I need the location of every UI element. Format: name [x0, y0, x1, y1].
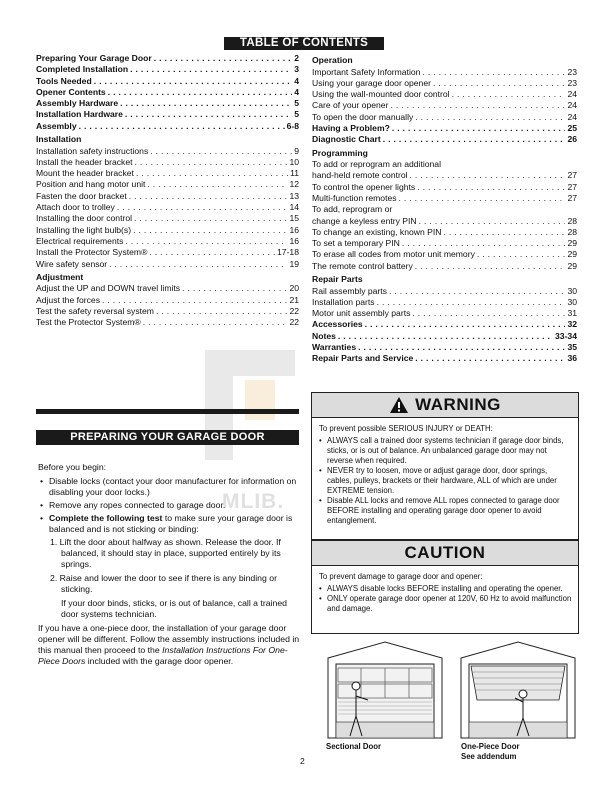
toc-entry-label: Using your garage door opener [312, 77, 431, 88]
toc-leader [358, 342, 565, 353]
watermark-text: MLIB. [222, 490, 285, 513]
one-piece-door-illustration [459, 640, 577, 740]
toc-entry-page: 33-34 [555, 330, 577, 341]
toc-entry [36, 179, 299, 190]
toc-entry-page: 27 [567, 181, 577, 192]
toc-entry-label: Adjust the UP and DOWN travel limits [36, 283, 181, 294]
text: If you have a one-piece door, the installation of your garage door opener will be different. Follow the assembly instructions included in this manual then proceed to the [38, 623, 300, 655]
toc-leader [419, 216, 566, 227]
toc-leader [433, 78, 565, 89]
toc-entry-page: 30 [567, 285, 577, 296]
list-item: • ONLY operate garage door opener at 120V, 60 Hz to avoid malfunction and damage. [319, 594, 572, 614]
toc-entry-label: Assembly [36, 120, 77, 131]
toc-entry-page: 16 [289, 224, 299, 235]
toc-leader [452, 89, 566, 100]
list-item [38, 513, 300, 535]
toc-leader [130, 64, 292, 75]
toc-entry [36, 168, 299, 179]
toc-entry-page: 5 [294, 109, 299, 120]
toc-programming-intro: To add or reprogram an additional [312, 159, 441, 170]
toc-entry-page: 16 [289, 235, 299, 246]
one-piece-paragraph [38, 623, 300, 667]
toc-entry-label: Preparing Your Garage Door [36, 53, 152, 63]
toc-entry [312, 100, 577, 111]
toc-entry-page: 22 [289, 305, 299, 316]
toc-leader [390, 100, 565, 111]
list-item: • Remove any ropes connected to garage door. [38, 500, 300, 511]
toc-leader [399, 193, 566, 204]
toc-entry [36, 64, 299, 75]
toc-entry-label: Electrical requirements [36, 235, 124, 246]
caution-text [312, 566, 578, 614]
toc-entry-label: Attach door to trolley [36, 202, 115, 213]
toc-entry [312, 238, 577, 249]
toc-entry [312, 261, 577, 272]
toc-entry [312, 78, 577, 89]
toc-entry-page: 28 [567, 215, 577, 226]
toc-entry-page: 27 [567, 192, 577, 203]
one-piece-door-caption [461, 742, 520, 762]
toc-entry-label: Mount the header bracket [36, 168, 134, 179]
toc-entry-page: 9 [294, 145, 299, 156]
toc-entry-page: 29 [567, 249, 577, 260]
toc-entry [36, 306, 299, 317]
toc-entry-label: To change an existing, known PIN [312, 226, 442, 237]
toc-entry [36, 157, 299, 168]
toc-leader [136, 168, 288, 179]
step-2: 2. Raise and lower the door to see if there is any binding or sticking. [50, 573, 277, 594]
toc-entry [36, 98, 299, 109]
toc-leader [129, 191, 288, 202]
toc-entry [312, 89, 577, 100]
toc-entry-label: To erase all codes from motor unit memory [312, 249, 475, 260]
toc-entry-page: 21 [289, 294, 299, 305]
toc-leader [377, 297, 566, 308]
toc-entry [36, 247, 299, 258]
toc-entry-page: 10 [289, 156, 299, 167]
toc-entry [312, 112, 577, 123]
toc-entry [312, 331, 577, 342]
toc-leader [338, 331, 553, 342]
toc-entry-label: Installing the light bulb(s) [36, 224, 132, 235]
toc-leader [443, 227, 565, 238]
toc-entry-page: 24 [567, 100, 577, 111]
toc-programming-intro: To add, reprogram or [312, 204, 393, 215]
toc-leader [143, 317, 288, 328]
toc-entry-label: Warranties [312, 342, 357, 353]
toc-entry [36, 213, 299, 224]
list-item: • NEVER try to loosen, move or adjust garage door, door springs, cables, pulleys, brackets or their hardware, ALL of which are under EXTREME tension. [319, 466, 572, 496]
toc-title: TABLE OF CONTENTS [224, 37, 384, 50]
toc-entry-page: 23 [567, 77, 577, 88]
toc-entry-label: The remote control battery [312, 260, 413, 271]
toc-entry-label: Notes [312, 330, 336, 341]
warning-title: WARNING [415, 395, 501, 414]
toc-entry [312, 170, 577, 181]
toc-entry-label: Repair Parts and Service [312, 353, 414, 364]
toc-entry [312, 286, 577, 297]
caution-header [312, 541, 578, 566]
toc-entry-label: hand-held remote control [312, 170, 408, 181]
toc-entry [312, 216, 577, 227]
toc-entry-label: To control the opener lights [312, 181, 416, 192]
toc-entry [312, 342, 577, 353]
toc-leader [402, 238, 566, 249]
before-begin: Before you begin: [38, 462, 107, 472]
toc-entry-page: 5 [294, 98, 299, 109]
toc-leader [415, 261, 566, 272]
toc-entry-label: Position and hang motor unit [36, 179, 146, 190]
toc-entry-label: change a keyless entry PIN [312, 215, 417, 226]
caution-title: CAUTION [404, 543, 486, 562]
toc-entry [36, 53, 299, 64]
toc-leader [417, 182, 565, 193]
toc-left-column [36, 53, 299, 329]
toc-leader [117, 202, 288, 213]
caption-line: See addendum [461, 752, 517, 761]
toc-entry-label: Install the header bracket [36, 156, 133, 167]
toc-entry [312, 319, 577, 330]
toc-leader [477, 249, 566, 260]
toc-entry-label: Test the safety reversal system [36, 305, 154, 316]
toc-installation-heading: Installation [36, 134, 82, 145]
toc-entry-label: Assembly Hardware [36, 98, 119, 109]
warning-triangle-icon [389, 396, 409, 414]
toc-entry-page: 32 [567, 319, 577, 330]
toc-entry-label: Important Safety Information [312, 66, 421, 77]
toc-entry-page: 14 [289, 202, 299, 213]
toc-leader [154, 53, 292, 64]
toc-repair-heading: Repair Parts [312, 274, 363, 285]
toc-entry-page: 25 [567, 122, 577, 133]
toc-entry-label: Using the wall-mounted door control [312, 89, 450, 100]
toc-entry-page: 28 [567, 226, 577, 237]
toc-leader [415, 112, 565, 123]
toc-entry-page: 19 [289, 258, 299, 269]
toc-entry [312, 308, 577, 319]
toc-entry-page: 29 [567, 260, 577, 271]
sectional-door-caption: Sectional Door [326, 742, 382, 751]
toc-entry-page: 29 [567, 238, 577, 249]
toc-leader [389, 286, 565, 297]
toc-entry-label: Motor unit assembly parts [312, 308, 411, 319]
list-item: • ALWAYS call a trained door systems technician if garage door binds, sticks, or is out of balance. An unbalanced garage door may not reverse when required. [319, 436, 572, 466]
toc-leader [135, 157, 288, 168]
section-body [38, 462, 300, 667]
toc-entry-label: Test the Protector System® [36, 317, 141, 328]
toc-leader [120, 98, 292, 109]
toc-entry-page: 23 [567, 66, 577, 77]
toc-entry-page: 12 [289, 179, 299, 190]
toc-entry [312, 123, 577, 134]
caution-intro: To prevent damage to garage door and opener: [319, 572, 483, 581]
toc-leader [134, 213, 287, 224]
divider [36, 409, 299, 414]
toc-entry-label: Multi-function remotes [312, 192, 397, 203]
warning-header [312, 393, 578, 418]
toc-entry [312, 134, 577, 145]
toc-entry-page: 24 [567, 111, 577, 122]
page-number: 2 [300, 756, 305, 766]
manual-reference: Installation Instructions For One-Piece Doors [38, 645, 288, 666]
toc-entry-label: Completed Installation [36, 64, 129, 75]
toc-entry-label: Accessories [312, 319, 363, 330]
toc-entry-page: 27 [567, 170, 577, 181]
toc-entry [36, 225, 299, 236]
list-item: • ALWAYS disable locks BEFORE installing and operating the opener. [319, 584, 572, 594]
toc-entry [36, 191, 299, 202]
toc-entry [36, 236, 299, 247]
toc-entry-label: Rail assembly parts [312, 285, 387, 296]
bold-text: Complete the following test [49, 513, 163, 523]
toc-programming-heading: Programming [312, 147, 368, 158]
toc-leader [133, 225, 287, 236]
toc-entry-label: Care of your opener [312, 100, 389, 111]
toc-entry [36, 295, 299, 306]
toc-entry-label: Installation parts [312, 296, 375, 307]
toc-entry-page: 31 [567, 308, 577, 319]
toc-leader [422, 67, 565, 78]
toc-entry [36, 259, 299, 270]
sectional-door-illustration [326, 640, 444, 740]
toc-entry-label: Installing the door control [36, 213, 133, 224]
toc-entry [312, 249, 577, 260]
toc-leader [410, 170, 566, 181]
toc-entry [36, 146, 299, 157]
toc-leader [182, 283, 287, 294]
toc-entry-page: 26 [567, 134, 577, 145]
warning-intro: To prevent possible SERIOUS INJURY or DEATH: [319, 424, 493, 433]
step-1: 1. Lift the door about halfway as shown. Release the door. If balanced, it should stay in place, supported entirely by its springs. [50, 537, 281, 569]
toc-entry-page: 4 [294, 86, 299, 97]
toc-entry-page: 4 [294, 75, 299, 86]
toc-leader [412, 308, 565, 319]
toc-entry-page: 17-18 [277, 247, 299, 258]
toc-entry-page: 20 [289, 283, 299, 294]
toc-leader [125, 109, 292, 120]
toc-entry-label: Opener Contents [36, 86, 106, 97]
list-item: • Disable ALL locks and remove ALL ropes connected to garage door BEFORE installing and operating garage door opener to avoid entanglement. [319, 496, 572, 526]
toc-entry [312, 353, 577, 364]
text: included with the garage door opener. [85, 656, 234, 666]
toc-leader [383, 134, 566, 145]
toc-entry-label: Installation safety instructions [36, 145, 149, 156]
toc-entry [36, 109, 299, 120]
toc-leader [156, 306, 287, 317]
toc-entry [312, 297, 577, 308]
toc-entry-label: Installation Hardware [36, 109, 123, 120]
toc-entry-label: To set a temporary PIN [312, 238, 400, 249]
toc-entry [36, 202, 299, 213]
toc-entry [312, 193, 577, 204]
toc-right-column [312, 53, 577, 365]
list-item: • Disable locks (contact your door manufacturer for information on disabling your door locks.) [38, 476, 300, 498]
toc-leader [415, 353, 565, 364]
note: If your door binds, sticks, or is out of balance, call a trained door systems technician. [61, 598, 287, 619]
caption-line: One-Piece Door [461, 742, 520, 751]
toc-leader [109, 259, 287, 270]
toc-entry-label: Install the Protector System® [36, 247, 148, 258]
toc-leader [147, 179, 287, 190]
toc-entry-page: 35 [567, 342, 577, 353]
warning-box [311, 392, 579, 540]
warning-text [312, 418, 578, 526]
toc-entry-label: Adjust the forces [36, 294, 101, 305]
toc-operation-heading: Operation [312, 55, 353, 65]
toc-entry-page: 2 [294, 53, 299, 63]
toc-entry-page: 22 [289, 317, 299, 328]
toc-entry-page: 15 [289, 213, 299, 224]
toc-leader [102, 295, 287, 306]
section-title: PREPARING YOUR GARAGE DOOR [36, 430, 299, 445]
toc-entry-label: Wire safety sensor [36, 258, 108, 269]
toc-leader [94, 76, 293, 87]
toc-entry-page: 13 [289, 190, 299, 201]
toc-entry [36, 317, 299, 328]
toc-leader [79, 121, 285, 132]
toc-entry-page: 30 [567, 296, 577, 307]
toc-entry-label: Tools Needed [36, 75, 92, 86]
toc-entry-label: To open the door manually [312, 111, 414, 122]
toc-entry-page: 36 [567, 353, 577, 364]
toc-entry-page: 6-8 [286, 120, 299, 131]
toc-entry-page: 3 [294, 64, 299, 75]
toc-entry [312, 227, 577, 238]
toc-leader [108, 87, 293, 98]
toc-leader [149, 247, 275, 258]
toc-entry-label: Having a Problem? [312, 122, 390, 133]
toc-leader [365, 319, 566, 330]
toc-leader [125, 236, 287, 247]
toc-entry [36, 76, 299, 87]
toc-leader [150, 146, 292, 157]
toc-entry-label: Diagnostic Chart [312, 134, 381, 145]
toc-entry-label: Fasten the door bracket [36, 190, 127, 201]
toc-entry [36, 87, 299, 98]
toc-leader [392, 123, 566, 134]
caution-box [311, 540, 579, 634]
text: to make sure your garage door is balanced and is not sticking or binding: [49, 513, 293, 534]
toc-entry [36, 121, 299, 132]
toc-entry-page: 11 [290, 168, 299, 179]
toc-entry [36, 283, 299, 294]
toc-entry [312, 182, 577, 193]
toc-entry [312, 67, 577, 78]
toc-adjustment-heading: Adjustment [36, 271, 84, 282]
toc-entry-page: 24 [567, 89, 577, 100]
